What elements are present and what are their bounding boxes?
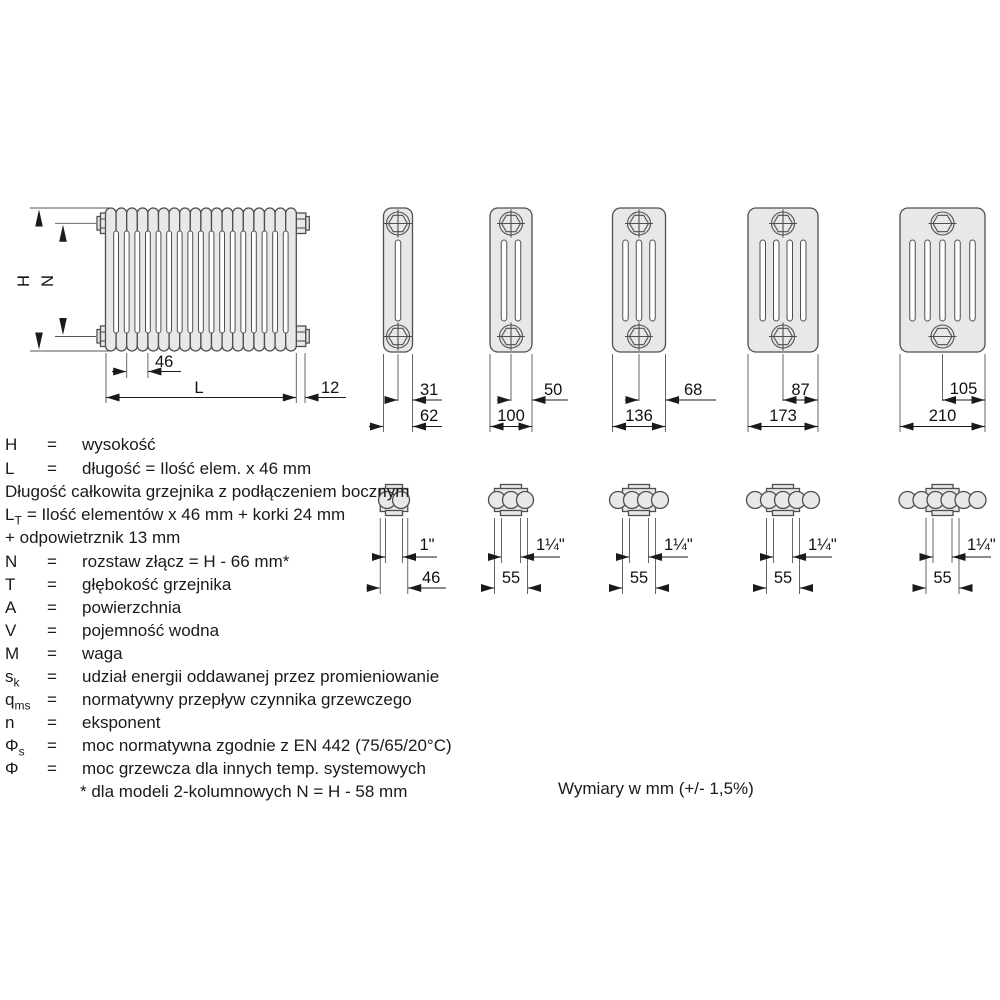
symbol: H	[5, 435, 18, 454]
top-view-4col	[609, 485, 693, 595]
connection-size-dim: 1"	[419, 536, 435, 554]
top-view-5col	[747, 485, 837, 595]
symbol: $q_{ms}$	[5, 690, 31, 713]
height-dimension	[15, 208, 110, 351]
connection-size-dim: 1¼"	[808, 536, 837, 554]
cross-section-2col	[369, 208, 442, 432]
symbol: Φ	[5, 759, 19, 778]
connection-spacing-label: N	[39, 275, 57, 287]
length-dim: L	[194, 379, 204, 397]
element-width-dim: 55	[933, 569, 952, 587]
cross-section-6col	[900, 208, 985, 432]
cross-section-5col	[748, 208, 818, 432]
depth-dim: 62	[420, 407, 439, 425]
half-depth-dim: 68	[684, 381, 703, 399]
depth-dim: 136	[625, 407, 653, 425]
radiator-front-view	[15, 208, 346, 403]
legend-total-length-formula: $L_T$ = Ilość elementów x 46 mm + korki 24 mm	[5, 505, 346, 528]
legend-footnote: * dla modeli 2-kolumnowych N = H - 58 mm	[80, 782, 408, 801]
symbol: $s_k$	[5, 667, 20, 690]
connection-size-dim: 1¼"	[664, 536, 693, 554]
symbol: M	[5, 644, 20, 663]
element-width-dim: 46	[422, 569, 441, 587]
half-depth-dim: 105	[949, 380, 978, 398]
element-pitch-dim: 46	[155, 353, 174, 371]
element-width-dim: 55	[629, 569, 649, 587]
legend: H = wysokość L = długość = Ilość elem. x 46 mm Długość całkowita grzejnika z podłączeniem bocznym $L_T$ = Ilość elementów x 46 mm + korki 24 mm + odpowietrznik 13 mm N = rozstaw złącz = H - 66 mm* T = głębokość grzejnika A = powierzchnia V = pojemność wodna M = waga $s_k$ = udział energii oddawanej przez promieniowanie $q_{ms}$ = normatywny przepływ czynnika grzewczego n = eksponent $\Phi_s$ = moc normatywna zgodnie z EN 442 (75/65/20°C) Φ = moc grzewcza dla innych temp. systemowych * dla modeli 2-kolumnowych N = H - 58 mm	[5, 435, 452, 801]
symbol: T	[5, 575, 16, 594]
symbol: V	[5, 621, 17, 640]
symbol: n	[5, 713, 15, 732]
symbol: $\Phi_s$	[5, 736, 25, 759]
element-width-dim: 55	[773, 569, 793, 587]
depth-dim: 210	[928, 407, 957, 425]
symbol: L	[5, 459, 15, 478]
connection-size-dim: 1¼"	[967, 536, 996, 554]
half-depth-dim: 31	[420, 381, 439, 399]
depth-dim: 100	[497, 407, 525, 425]
radiator-tube-gaps	[114, 231, 288, 333]
connection-size-dim: 1¼"	[536, 536, 565, 554]
symbol: N	[5, 552, 18, 571]
top-view-6col	[899, 485, 996, 595]
side-extension-dim: 12	[321, 379, 340, 397]
half-depth-dim: 87	[791, 381, 810, 399]
element-width-dim: 55	[501, 569, 521, 587]
depth-dim: 173	[769, 407, 797, 425]
cross-section-4col	[613, 208, 717, 432]
height-label: H	[15, 275, 33, 287]
length-dimensions	[106, 353, 346, 403]
symbol: A	[5, 598, 17, 617]
dimensions-note: Wymiary w mm (+/- 1,5%)	[558, 779, 754, 798]
half-depth-dim: 50	[544, 381, 563, 399]
top-view-3col	[481, 485, 565, 595]
cross-section-3col	[490, 208, 568, 432]
legend-total-length-line3: + odpowietrznik 13 mm	[5, 528, 181, 547]
top-view-2col	[367, 485, 447, 595]
legend-total-length-line1: Długość całkowita grzejnika z podłączeniem bocznym	[5, 482, 410, 501]
